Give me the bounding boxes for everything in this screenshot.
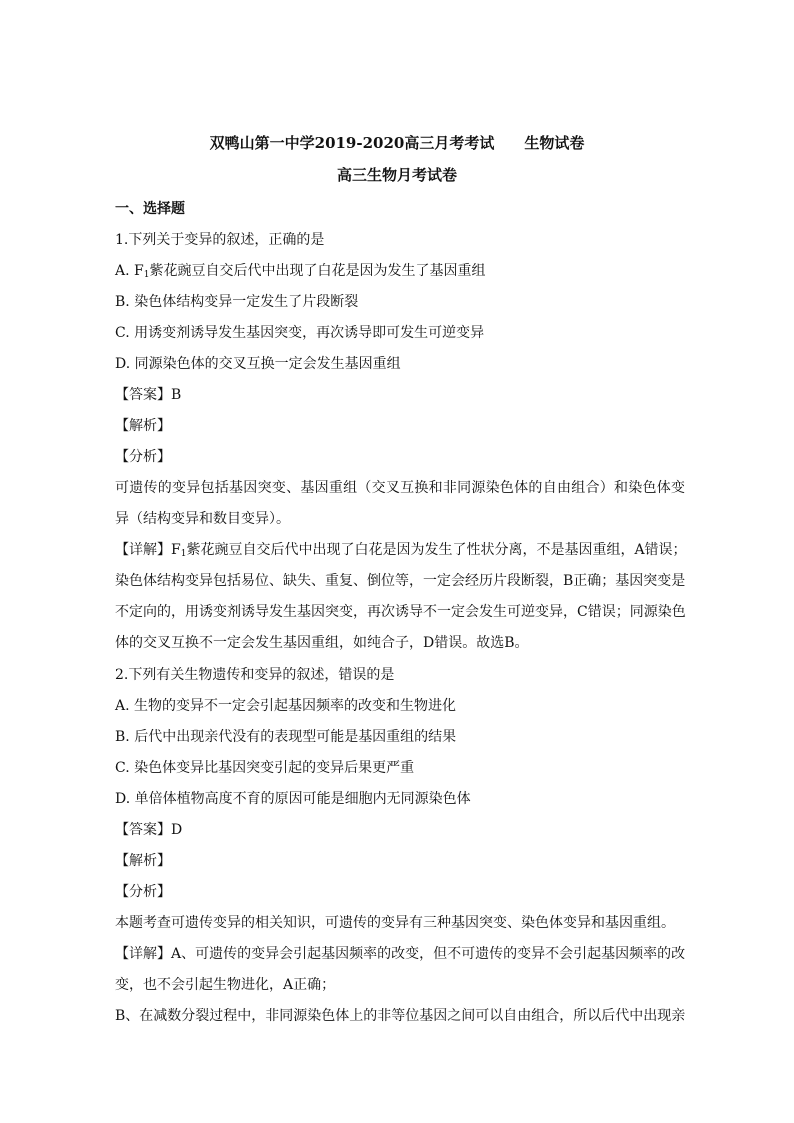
question-2-option-c: C. 染色体变异比基因突变引起的变异后果更严重 [115, 760, 415, 776]
answer-value: B [171, 387, 182, 403]
subscript: 1 [180, 549, 187, 559]
question-1-fenxi-line-1: 可遗传的变异包括基因突变、基因重组（交叉互换和非同源染色体的自由组合）和染色体变 [115, 480, 685, 496]
answer-value: D [171, 822, 183, 838]
question-2-option-a: A. 生物的变异不一定会引起基因频率的改变和生物进化 [115, 698, 457, 714]
question-1-fenxi-line-2: 异（结构变异和数目变异）。 [115, 511, 290, 527]
question-1-fenxi-label: 【分析】 [115, 449, 171, 465]
question-2-analysis-label: 【解析】 [115, 853, 171, 869]
question-2-fenxi-line-1: 本题考查可遗传变异的相关知识，可遗传的变异有三种基因突变、染色体变异和基因重组。 [115, 915, 675, 931]
question-2-detail-line-3: B、在减数分裂过程中，非同源染色体上的非等位基因之间可以自由组合，所以后代中出现亲 [115, 1008, 686, 1024]
question-1-detail-line-3: 不定向的，用诱变剂诱导发生基因突变，再次诱导不一定会发生可逆变异，C错误；同源染色 [115, 604, 686, 620]
question-2-detail-line-2: 变，也不会引起生物进化，A正确； [115, 977, 336, 993]
question-2-fenxi-label: 【分析】 [115, 884, 171, 900]
question-2-option-b: B. 后代中出现亲代没有的表现型可能是基因重组的结果 [115, 729, 457, 745]
detail-label: 【详解】 [115, 946, 171, 962]
question-1-option-c: C. 用诱变剂诱导发生基因突变，再次诱导即可发生可逆变异 [115, 325, 485, 341]
question-1-option-b: B. 染色体结构变异一定发生了片段断裂 [115, 294, 359, 310]
option-a-text: 紫花豌豆自交后代中出现了白花是因为发生了基因重组 [149, 263, 486, 279]
question-2-answer [115, 821, 685, 839]
detail-label: 【详解】 [115, 542, 171, 558]
detail-prefix: F [171, 542, 181, 558]
question-2-stem: 2.下列有关生物遗传和变异的叙述，错误的是 [115, 667, 395, 683]
question-1-detail-line-2: 染色体结构变异包括易位、缺失、重复、倒位等，一定会经历片段断裂，B正确；基因突变是 [115, 573, 686, 589]
answer-label: 【答案】 [115, 822, 171, 838]
question-2-option-d: D. 单倍体植物高度不育的原因可能是细胞内无同源染色体 [115, 791, 471, 807]
detail-text: A、可遗传的变异会引起基因频率的改变，但不可遗传的变异不会引起基因频率的改 [171, 946, 686, 962]
detail-text: 紫花豌豆自交后代中出现了白花是因为发生了性状分离，不是基因重组，A错误； [186, 542, 687, 558]
section-heading: 一、选择题 [115, 201, 185, 217]
document-subtitle: 高三生物月考试卷 [336, 166, 457, 184]
question-1-detail-line-4: 体的交叉互换不一定会发生基因重组，如纯合子，D错误。故选B。 [115, 635, 529, 651]
option-a-prefix: A. F [115, 263, 144, 279]
answer-label: 【答案】 [115, 387, 171, 403]
question-1-analysis-label: 【解析】 [115, 418, 171, 434]
question-1-option-d: D. 同源染色体的交叉互换一定会发生基因重组 [115, 356, 401, 372]
question-1-option-a [115, 262, 685, 280]
question-1-stem: 1.下列关于变异的叙述，正确的是 [115, 232, 325, 248]
question-2-detail-line-1 [115, 945, 685, 963]
subscript: 1 [143, 270, 150, 280]
document-title: 双鸭山第一中学2019-2020高三月考考试 生物试卷 [209, 134, 585, 152]
question-1-detail-line-1 [115, 541, 685, 559]
question-1-answer [115, 386, 685, 404]
